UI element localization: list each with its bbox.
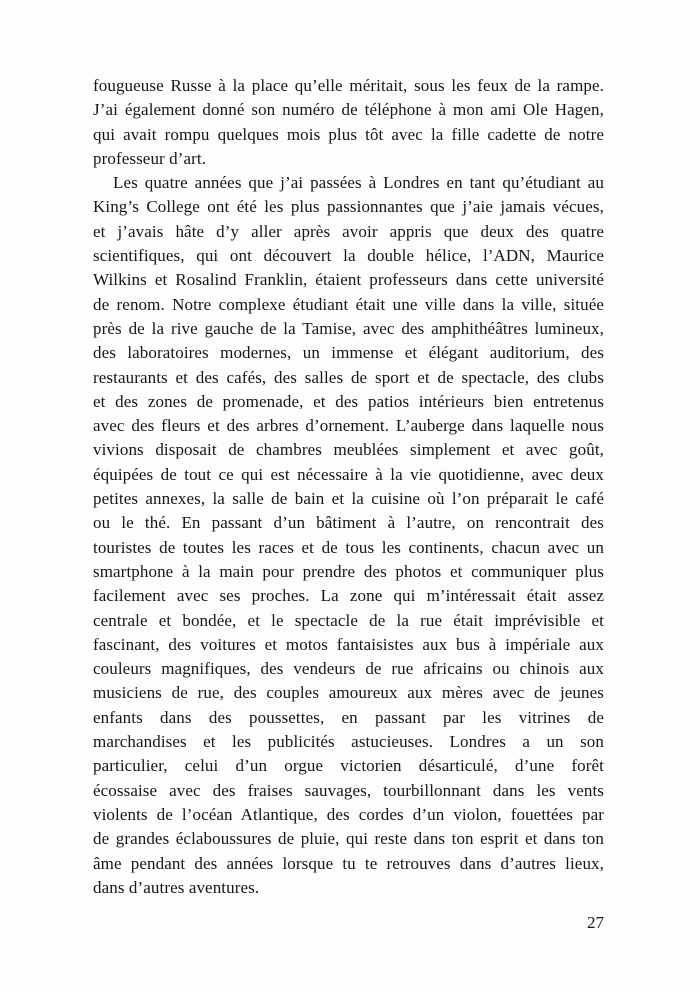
text-line: J’ai également donné son numéro de téléphone à mon ami Ole Hagen, <box>93 100 604 120</box>
text-line: âme pendant des années lorsque tu te retrouves dans d’autres lieux, <box>93 853 604 873</box>
text-line: facilement avec ses proches. La zone qui m’intéressait était assez <box>93 586 604 606</box>
text-line: et des zones de promenade, et des patios intérieurs bien entretenus <box>93 391 604 411</box>
text-line: Les quatre années que j’ai passées à Londres en tant qu’étudiant au <box>113 173 604 193</box>
text-line: équipées de tout ce qui est nécessaire à la vie quotidienne, avec deux <box>93 464 604 484</box>
text-line: fougueuse Russe à la place qu’elle méritait, sous les feux de la rampe. <box>93 76 604 95</box>
text-line: professeur d’art. <box>93 148 207 168</box>
text-line: musiciens de rue, des couples amoureux aux mères avec de jeunes <box>93 683 604 703</box>
text-line: touristes de toutes les races et de tous les continents, chacun avec un <box>93 537 604 557</box>
text-line: Wilkins et Rosalind Franklin, étaient professeurs dans cette université <box>93 270 604 290</box>
text-line: enfants dans des poussettes, en passant par les vitrines de <box>93 707 604 727</box>
text-line: écossaise avec des fraises sauvages, tourbillonnant dans les vents <box>93 780 604 800</box>
page-number: 27 <box>587 913 604 932</box>
text-line: particulier, celui d’un orgue victorien désarticulé, d’une forêt <box>93 756 604 776</box>
text-line: dans d’autres aventures. <box>93 877 260 897</box>
text-line: scientifiques, qui ont découvert la double hélice, l’ADN, Maurice <box>93 246 604 266</box>
text-line: centrale et bondée, et le spectacle de la rue était imprévisible et <box>93 610 604 630</box>
text-line: vivions disposait de chambres meublées simplement et avec goût, <box>93 440 604 460</box>
text-line: des laboratoires modernes, un immense et élégant auditorium, des <box>93 343 604 363</box>
text-line: smartphone à la main pour prendre des photos et communiquer plus <box>93 561 604 581</box>
text-line: qui avait rompu quelques mois plus tôt avec la fille cadette de notre <box>93 124 604 144</box>
text-line: King’s College ont été les plus passionnantes que j’aie jamais vécues, <box>93 197 604 217</box>
text-line: restaurants et des cafés, des salles de sport et de spectacle, des clubs <box>93 367 604 387</box>
body-text <box>93 74 604 900</box>
text-line: couleurs magnifiques, des vendeurs de rue africains ou chinois aux <box>93 659 604 679</box>
text-line: près de la rive gauche de la Tamise, avec des amphithéâtres lumineux, <box>93 318 604 338</box>
text-line: fascinant, des voitures et motos fantaisistes aux bus à impériale aux <box>93 634 604 654</box>
text-line: ou le thé. En passant d’un bâtiment à l’autre, on rencontrait des <box>93 513 604 533</box>
text-line: violents de l’océan Atlantique, des cordes d’un violon, fouettées par <box>93 804 604 824</box>
text-line: petites annexes, la salle de bain et la cuisine où l’on préparait le café <box>93 489 604 509</box>
text-line: de renom. Notre complexe étudiant était une ville dans la ville, située <box>93 294 604 314</box>
text-line: marchandises et les publicités astucieuses. Londres a un son <box>93 732 604 752</box>
text-line: et j’avais hâte d’y aller après avoir appris que deux des quatre <box>93 221 604 241</box>
text-line: avec des fleurs et des arbres d’ornement. L’auberge dans laquelle nous <box>93 416 604 436</box>
text-line: de grandes éclaboussures de pluie, qui reste dans ton esprit et dans ton <box>93 829 604 849</box>
